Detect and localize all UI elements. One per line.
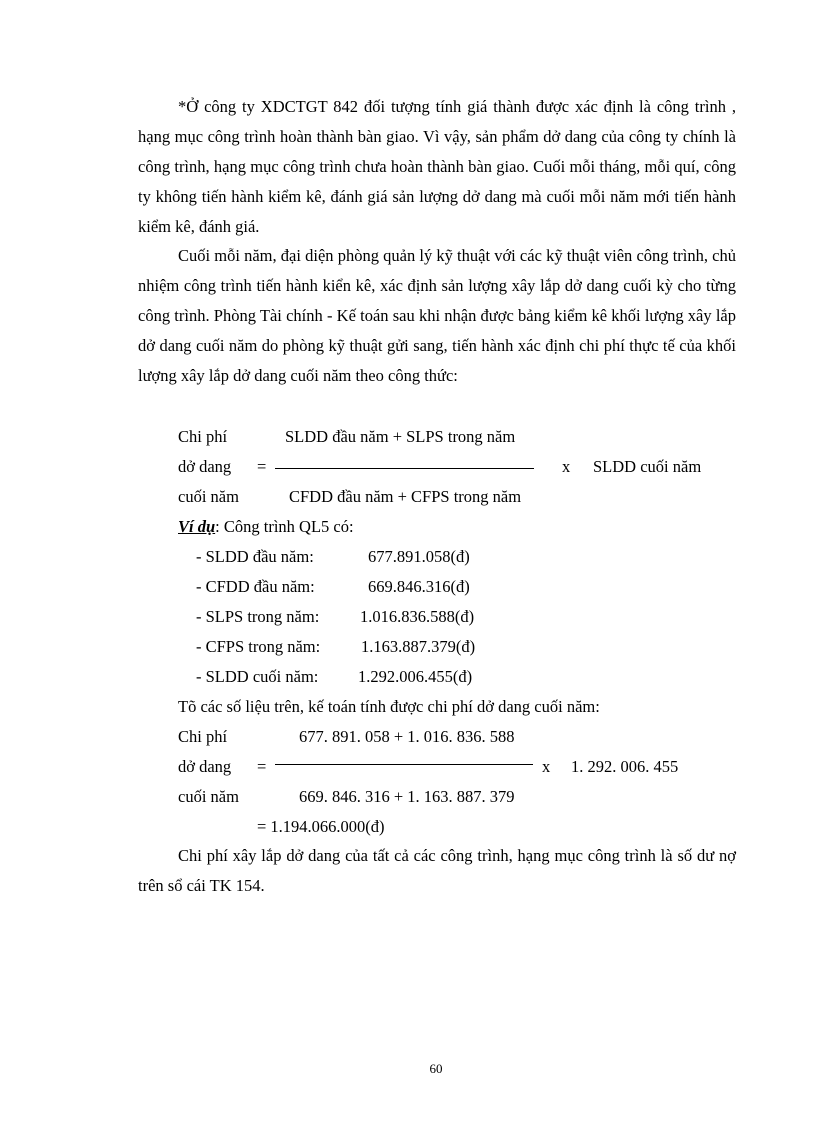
formula-numerator: SLDD đầu năm + SLPS trong năm bbox=[285, 427, 516, 446]
example-transition: Tõ các số liệu trên, kế toán tính được chi phí dở dang cuối năm: bbox=[178, 697, 600, 716]
example-heading-rest: : Công trình QL5 có: bbox=[215, 517, 354, 536]
example-item-label: - CFDD đầu năm: bbox=[196, 577, 315, 596]
formula-fraction-bar bbox=[275, 468, 534, 469]
formula-denominator: CFDD đầu năm + CFPS trong năm bbox=[289, 487, 522, 506]
example-heading: Ví dụ bbox=[178, 517, 216, 536]
formula-label-line3: cuối năm bbox=[178, 487, 239, 506]
formula-equals: = bbox=[257, 457, 267, 476]
example-item-label: - SLPS trong năm: bbox=[196, 607, 320, 626]
formula-label-line1: Chi phí bbox=[178, 427, 228, 446]
calc-numerator: 677. 891. 058 + 1. 016. 836. 588 bbox=[299, 727, 515, 746]
example-item-label: - SLDD đầu năm: bbox=[196, 547, 314, 566]
calc-fraction-bar bbox=[275, 764, 533, 765]
conclusion-paragraph: Chi phí xây lắp dở dang của tất cả các công trình, hạng mục công trình là số dư nợ trên sổ cái TK 154. bbox=[138, 846, 736, 895]
intro-paragraph: *Ở công ty XDCTGT 842 đối tượng tính giá thành được xác định là công trình , hạng mục công trình hoàn thành bàn giao. Vì vậy, sản phẩm dở dang của công ty chính là công trình, hạng mục công trình chưa hoàn thành bàn giao. Cuối mỗi tháng, mỗi quí, công ty không tiến hành kiểm kê, đánh giá sản lượng dở dang mà cuối mỗi năm mới tiến hành kiểm kê, đánh giá. bbox=[138, 97, 736, 236]
calc-equals: = bbox=[257, 757, 267, 776]
example-item-value: 1.163.887.379(đ) bbox=[361, 637, 476, 656]
formula-multiplier: SLDD cuối năm bbox=[593, 457, 702, 476]
example-item-value: 669.846.316(đ) bbox=[368, 577, 470, 596]
example-item-value: 1.016.836.588(đ) bbox=[360, 607, 475, 626]
example-item-label: - CFPS trong năm: bbox=[196, 637, 321, 656]
example-item-value: 677.891.058(đ) bbox=[368, 547, 470, 566]
formula-label-line2: dở dang bbox=[178, 457, 232, 476]
calc-label-line2: dở dang bbox=[178, 757, 232, 776]
calc-denominator: 669. 846. 316 + 1. 163. 887. 379 bbox=[299, 787, 515, 806]
calc-label-line1: Chi phí bbox=[178, 727, 228, 746]
calc-result: = 1.194.066.000(đ) bbox=[257, 817, 385, 836]
page-number: 60 bbox=[429, 1061, 443, 1076]
formula-times: x bbox=[562, 457, 571, 476]
calc-multiplier: 1. 292. 006. 455 bbox=[571, 757, 679, 776]
method-paragraph: Cuối mỗi năm, đại diện phòng quản lý kỹ thuật với các kỹ thuật viên công trình, chủ nhiệm công trình tiến hành kiển kê, xác định sản lượng xây lắp dở dang cuối kỳ cho từng công trình. Phòng Tài chính - Kế toán sau khi nhận được bảng kiểm kê khối lượng xây lắp dở dang cuối năm do phòng kỹ thuật gửi sang, tiến hành xác định chi phí thực tế của khối lượng xây lắp dở dang cuối năm theo công thức: bbox=[138, 246, 736, 385]
calc-label-line3: cuối năm bbox=[178, 787, 239, 806]
calc-times: x bbox=[542, 757, 551, 776]
example-item-label: - SLDD cuối năm: bbox=[196, 667, 319, 686]
example-heading-line bbox=[178, 516, 354, 538]
example-item-value: 1.292.006.455(đ) bbox=[358, 667, 473, 686]
